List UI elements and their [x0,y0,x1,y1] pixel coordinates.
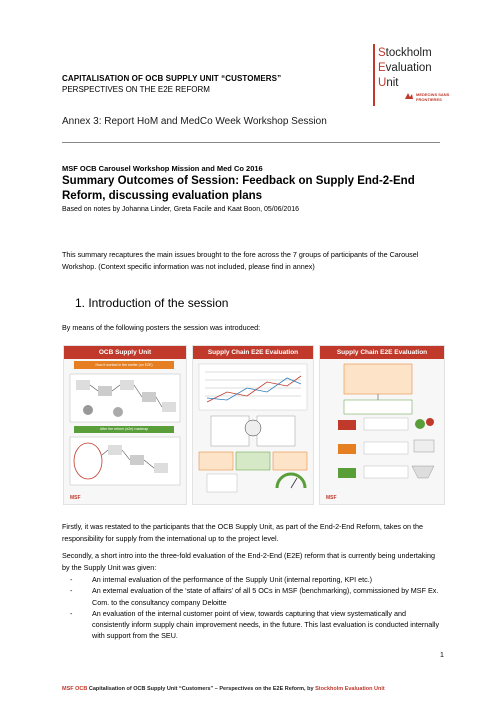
supply-flow-diagram-after [68,435,182,487]
msf-logo: MEDECINS SANS FRONTIERES [416,93,476,102]
poster-title: Supply Chain E2E Evaluation [320,346,444,359]
logo-bar [373,44,375,106]
evaluation-list [62,574,442,642]
divider [62,142,440,143]
paragraph-firstly: Firstly, it was restated to the participants that the OCB Supply Unit, as part of the End-2-End Reform, takes on the responsibility for supply from the international up to the project level. [62,522,424,543]
section-title: 1. Introduction of the session [75,296,229,310]
seu-logo: Stockholm Evaluation Unit [378,47,432,89]
header-subtitle: PERSPECTIVES ON THE E2E REFORM [62,85,210,94]
poster-subtitle: How it worked in the earlier (on E2E) [74,361,174,369]
doc-title: Summary Outcomes of Session: Feedback on Supply End-2-End Reform, discussing evaluation plans [62,175,415,202]
page-number: 1 [440,652,444,659]
doc-based-on: Based on notes by Johanna Linder, Greta Facile and Kaat Boon, 05/06/2016 [62,206,300,213]
evaluation-timeline-graphic [197,362,309,500]
poster-supply-unit [63,345,187,505]
header-title: CAPITALISATION OF OCB SUPPLY UNIT “CUSTOMERS” [62,74,282,83]
supply-flow-diagram-before [68,372,182,424]
paragraph-secondly: Secondly, a short intro into the three-fold evaluation of the End-2-End (E2E) reform that is currently being undertaking by the Supply Unit was given: [62,551,436,572]
poster-evaluation-2 [319,345,445,505]
poster-evaluation-1 [192,345,314,505]
list-item: - An external evaluation of the ‘state of affairs’ of all 5 OCs in MSF (benchmarking), commissioned by MSF Ex. Com. to the consultancy company Deloitte [62,585,442,608]
posters-figure [63,345,443,503]
list-item: - An internal evaluation of the performance of the Supply Unit (internal reporting, KPI etc.) [62,574,442,585]
msf-mark: MSF [70,495,81,501]
msf-mark: MSF [326,495,337,501]
poster-title: OCB Supply Unit [64,346,186,359]
doc-subhead: MSF OCB Carousel Workshop Mission and Med Co 2016 [62,164,263,173]
page-footer: MSF OCB Capitalisation of OCB Supply Unit “Customers” – Perspectives on the E2E Reform, by Stockholm Evaluation Unit [62,686,385,692]
poster-subtitle-after: After the reform (e2e) roadmap [74,426,174,433]
annex-title: Annex 3: Report HoM and MedCo Week Workshop Session [62,116,327,127]
evaluation-process-graphic [324,362,440,500]
list-item: - An evaluation of the internal customer point of view, towards capturing that view systematically and consistently inform supply chain improvement needs, in the future. This last evaluation is conducted internally with support from the SEU. [62,608,442,642]
posters-intro: By means of the following posters the session was introduced: [62,323,261,332]
intro-paragraph: This summary recaptures the main issues brought to the fore across the 7 groups of participants of the Carousel Workshop. (Context specific information was not included, please find in annex) [62,250,419,271]
poster-title: Supply Chain E2E Evaluation [193,346,313,359]
